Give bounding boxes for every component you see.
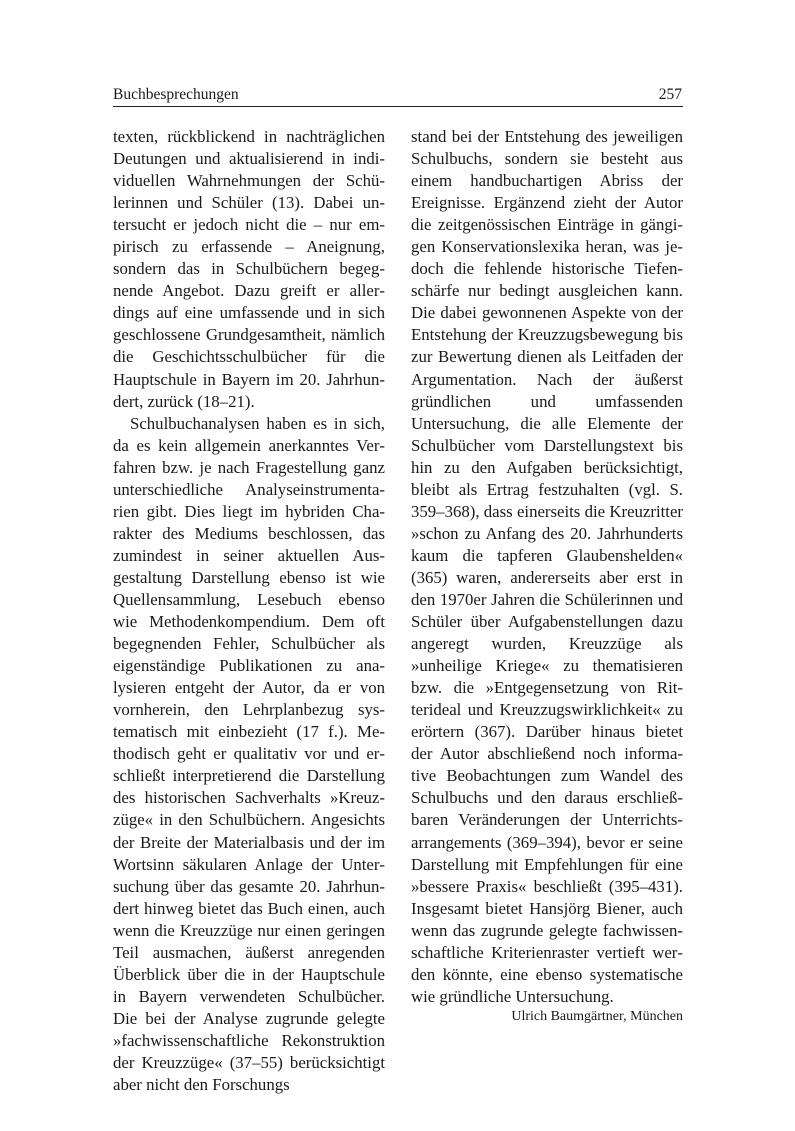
page-number: 257 — [658, 86, 682, 103]
right-text-column — [411, 126, 683, 1026]
left-text-column — [113, 126, 385, 1096]
body-paragraph: stand bei der Entstehung des jeweiligen Schulbuchs, sondern sie besteht aus einem handbuchartigen Abriss der Ereignisse. Ergänzend zieht der Autor die zeitgenössischen Einträge in gängigen Konservationslexika heran, was jedoch die fehlende historische Tiefenschärfe nur bedingt ausgleichen kann. Die dabei gewonnenen Aspekte von der Entstehung der Kreuzzugsbewegung bis zur Bewertung dienen als Leitfaden der Argumentation. Nach der äußerst gründlichen und umfassenden Untersuchung, die alle Elemente der Schulbücher vom Darstellungstext bis hin zu den Aufgaben berücksichtigt, bleibt als Ertrag festzuhalten (vgl. S. 359–368), dass einerseits die Kreuzritter »schon zu Anfang des 20. Jahrhunderts kaum die tapferen Glaubenshelden« (365) waren, andererseits aber erst in den 1970er Jahren die Schülerinnen und Schüler über Aufgabenstellungen dazu angeregt wurden, Kreuzzüge als »unheilige Kriege« zu thematisieren bzw. die »Entgegensetzung von Ritterideal und Kreuzzugswirklichkeit« zu erörtern (367). Darüber hinaus bietet der Autor abschließend noch informative Beobachtungen zum Wandel des Schulbuchs und den daraus erschließbaren Veränderungen der Unterrichtsarrangements (369–394), bevor er seine Darstellung mit Empfehlungen für eine »bessere Praxis« beschließt (395–431). Insgesamt bietet Hansjörg Biener, auch wenn das zugrunde gelegte fachwissenschaftliche Kriterienraster vertieft werden könnte, eine ebenso systematische wie gründliche Untersuchung. — [411, 127, 683, 1006]
reviewer-signature: Ulrich Baumgärtner, München — [511, 1008, 683, 1024]
section-title: Buchbesprechungen — [113, 86, 239, 103]
body-paragraph: texten, rückblickend in nachträglichen Deutungen und aktualisierend in individuellen Wahrnehmungen der Schülerinnen und Schüler (13). Dabei untersucht er jedoch nicht die – nur empirisch zu erfassende – Aneignung, sondern das in Schulbüchern begegnende Angebot. Dazu greift er allerdings auf eine umfassende und in sich geschlossene Grundgesamtheit, nämlich die Geschichtsschulbücher für die Hauptschule in Bayern im 20. Jahrhundert, zurück (18–21). — [113, 127, 385, 411]
body-paragraph: Schulbuchanalysen haben es in sich, da es kein allgemein anerkanntes Verfahren bzw. je nach Fragestellung ganz unterschiedliche Analyseinstrumentarien gibt. Dies liegt im hybriden Charakter des Mediums beschlossen, das zumindest in seiner aktuellen Ausgestaltung Darstellung ebenso ist wie Quellensammlung, Lesebuch ebenso wie Methodenkompendium. Dem oft begegnenden Fehler, Schulbücher als eigenständige Publikationen zu analysieren entgeht der Autor, da er von vornherein, den Lehrplanbezug systematisch mit einbezieht (17 f.). Methodisch geht er qualitativ vor und erschließt interpretierend die Darstellung des historischen Sachverhalts »Kreuzzüge« in den Schulbüchern. Angesichts der Breite der Materialbasis und der im Wortsinn säkularen Anlage der Untersuchung über das gesamte 20. Jahrhundert hinweg bietet das Buch einen, auch wenn die Kreuzzüge nur einen geringen Teil ausmachen, äußerst anregenden Überblick über die in der Hauptschule in Bayern verwendeten Schulbücher. Die bei der Analyse zugrunde gelegte »fachwissenschaftliche Rekonstruktion der Kreuzzüge« (37–55) berücksichtigt aber nicht den Forschungs — [113, 413, 385, 1095]
running-header — [113, 86, 683, 107]
